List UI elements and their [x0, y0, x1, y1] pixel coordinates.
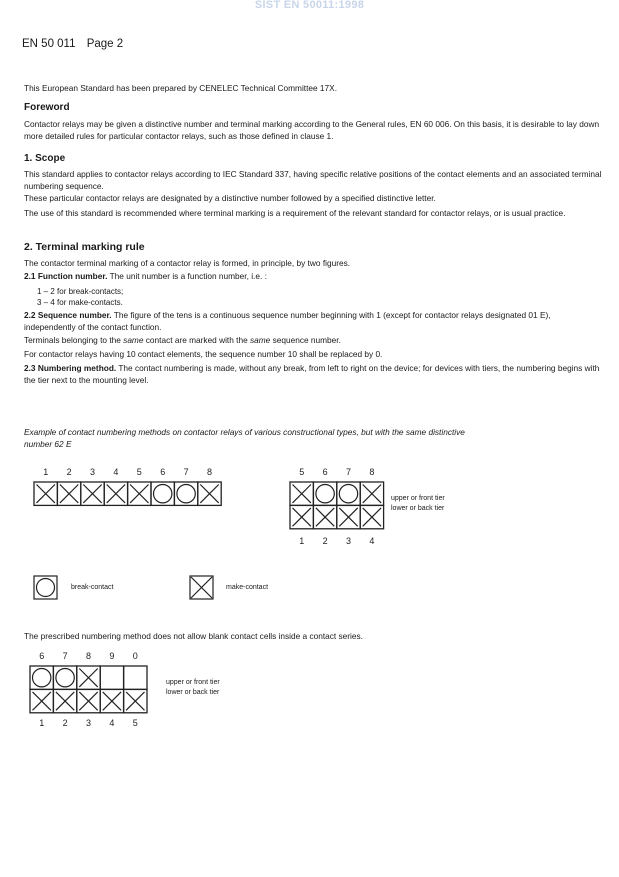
contact-number: 2 — [62, 718, 68, 728]
contact-number: 6 — [322, 467, 328, 477]
intro-text: This European Standard has been prepared by CENELEC Technical Committee 17X. — [24, 83, 338, 93]
scope-paragraph-1: This standard applies to contactor relays according to IEC Standard 337, having specific relative positions of the contact elements and an associated terminal numbering sequence. — [24, 169, 602, 191]
make-contact-symbol — [189, 575, 215, 601]
sequence-number-paragraph — [24, 310, 604, 333]
page-header — [22, 38, 131, 50]
function-number-heading: 2.1 Function number. — [24, 271, 108, 281]
same-contact-paragraph — [24, 335, 604, 347]
contact-number: 1 — [43, 467, 49, 477]
page-number: Page 2 — [86, 38, 124, 50]
make-contact-cell — [124, 689, 147, 712]
break-contact-cell — [30, 666, 53, 689]
contact-number: 4 — [369, 536, 375, 546]
numbering-method-text: The contact numbering is made, without any break, from left to right on the device; for devices with tiers, the numbering begins with the tier next to the mounting level. — [24, 363, 600, 385]
make-contact-cell — [81, 482, 104, 505]
function-number-text: The unit number is a function number, i.e. : — [107, 271, 267, 281]
contact-number: 1 — [299, 536, 305, 546]
blank-cell-diagram — [28, 648, 163, 733]
contact-number: 7 — [62, 651, 68, 661]
contact-number: 4 — [113, 467, 119, 477]
make-contact-cell — [100, 689, 123, 712]
contact-number: 5 — [299, 467, 305, 477]
example-caption: Example of contact numbering methods on contactor relays of various constructional types, but with the same distinctive number 62 E — [24, 427, 465, 449]
terminal-heading: 2. Terminal marking rule — [24, 241, 145, 253]
make-contact-cell — [360, 482, 383, 505]
text-run: Terminals belonging to the — [24, 335, 124, 345]
make-contact-cell — [53, 689, 76, 712]
contact-number: 8 — [85, 651, 92, 661]
sequence-number-text: The figure of the tens is a continuous sequence number beginning with 1 (except for contactor relays designated 01 E), independently of the contact function. — [24, 310, 551, 332]
break-contact-cell — [337, 482, 360, 505]
text-run: contact are marked with the — [143, 335, 250, 345]
lower-tier-row — [30, 689, 147, 712]
contact-number: 3 — [89, 467, 96, 477]
watermark: SIST EN 50011:1998 — [254, 0, 365, 11]
contact-number: 2 — [66, 467, 72, 477]
make-contact-cell — [128, 482, 151, 505]
break-contact-cell — [53, 666, 76, 689]
break-contact-cell — [174, 482, 197, 505]
contact-number: 7 — [345, 467, 352, 477]
foreword-heading: Foreword — [24, 102, 70, 113]
ten-contacts-paragraph: For contactor relays having 10 contact elements, the sequence number 10 shall be replaced by 0. — [24, 349, 383, 359]
upper-tier-label: upper or front tier — [166, 679, 220, 686]
two-tier-diagram — [282, 462, 392, 552]
upper-tier-row — [30, 666, 147, 689]
contact-number: 3 — [345, 536, 352, 546]
make-contact-cell — [77, 666, 100, 689]
make-contact-cell — [30, 689, 53, 712]
text-run: same — [123, 335, 144, 345]
top-number-labels — [299, 467, 374, 477]
contact-number: 5 — [136, 467, 142, 477]
list-item: 3 – 4 for make-contacts. — [37, 298, 123, 307]
make-contact-cell — [313, 505, 336, 528]
break-contact-symbol — [33, 575, 59, 601]
make-contact-cell — [290, 482, 313, 505]
contact-number: 2 — [322, 536, 328, 546]
foreword-text: Contactor relays may be given a distinctive number and terminal marking according to the General rules, EN 60 006. On this basis, it is desirable to lay down more detailed rules for particular contactor relays, such as those defined in clause 1. — [24, 119, 600, 141]
make-contact-cell — [198, 482, 221, 505]
contact-number: 8 — [206, 467, 213, 477]
upper-tier-label: upper or front tier — [391, 495, 445, 502]
make-contact-cell — [337, 505, 360, 528]
contact-number: 5 — [132, 718, 138, 728]
contact-number: 6 — [160, 467, 166, 477]
contact-number: 4 — [109, 718, 115, 728]
top-number-labels — [39, 651, 138, 661]
make-contact-cell — [77, 689, 100, 712]
numbering-method-heading: 2.3 Numbering method. — [24, 363, 117, 373]
sequence-number-heading: 2.2 Sequence number. — [24, 310, 112, 320]
lower-tier-label: lower or back tier — [391, 505, 445, 512]
text-run: same — [250, 335, 271, 345]
lower-tier-row — [290, 505, 384, 528]
make-contact-cell — [290, 505, 313, 528]
scope-heading: 1. Scope — [24, 153, 66, 164]
blank-contact-cell — [124, 666, 147, 689]
function-number-paragraph — [24, 271, 604, 283]
make-contact-cell — [34, 482, 57, 505]
terminal-paragraph: The contactor terminal marking of a contactor relay is formed, in principle, by two figures. — [24, 258, 351, 268]
row-number-labels — [43, 467, 212, 477]
single-row-diagram — [20, 462, 250, 512]
numbering-method-paragraph — [24, 363, 604, 386]
scope-paragraph-3: The use of this standard is recommended where terminal marking is a requirement of the relevant standard for contactor relays, or is usual practice. — [24, 208, 566, 218]
contact-row — [34, 482, 221, 505]
contact-number: 3 — [85, 718, 92, 728]
scope-paragraph-2: These particular contactor relays are designated by a distinctive number followed by a specified distinctive letter. — [24, 193, 436, 203]
contact-number: 8 — [369, 467, 375, 477]
break-contact-cell — [313, 482, 336, 505]
contact-number: 0 — [132, 651, 138, 661]
break-contact-label: break-contact — [71, 584, 114, 591]
text-run: sequence number. — [270, 335, 341, 345]
blank-contact-cell — [100, 666, 123, 689]
lower-tier-label: lower or back tier — [166, 689, 220, 696]
make-contact-cell — [104, 482, 127, 505]
contact-number: 7 — [183, 467, 189, 477]
make-contact-cell — [57, 482, 80, 505]
break-contact-cell — [151, 482, 174, 505]
contact-number: 9 — [109, 651, 115, 661]
list-item: 1 – 2 for break-contacts; — [37, 287, 124, 296]
make-contact-label: make-contact — [226, 584, 269, 591]
bottom-number-labels — [39, 718, 138, 728]
upper-tier-row — [290, 482, 384, 505]
make-contact-cell — [360, 505, 383, 528]
contact-number: 1 — [39, 718, 45, 728]
contact-number: 6 — [39, 651, 45, 661]
bottom-number-labels — [299, 536, 374, 546]
blank-cells-note: The prescribed numbering method does not allow blank contact cells inside a contact series. — [24, 631, 363, 641]
document-id: EN 50 011 — [22, 38, 76, 50]
